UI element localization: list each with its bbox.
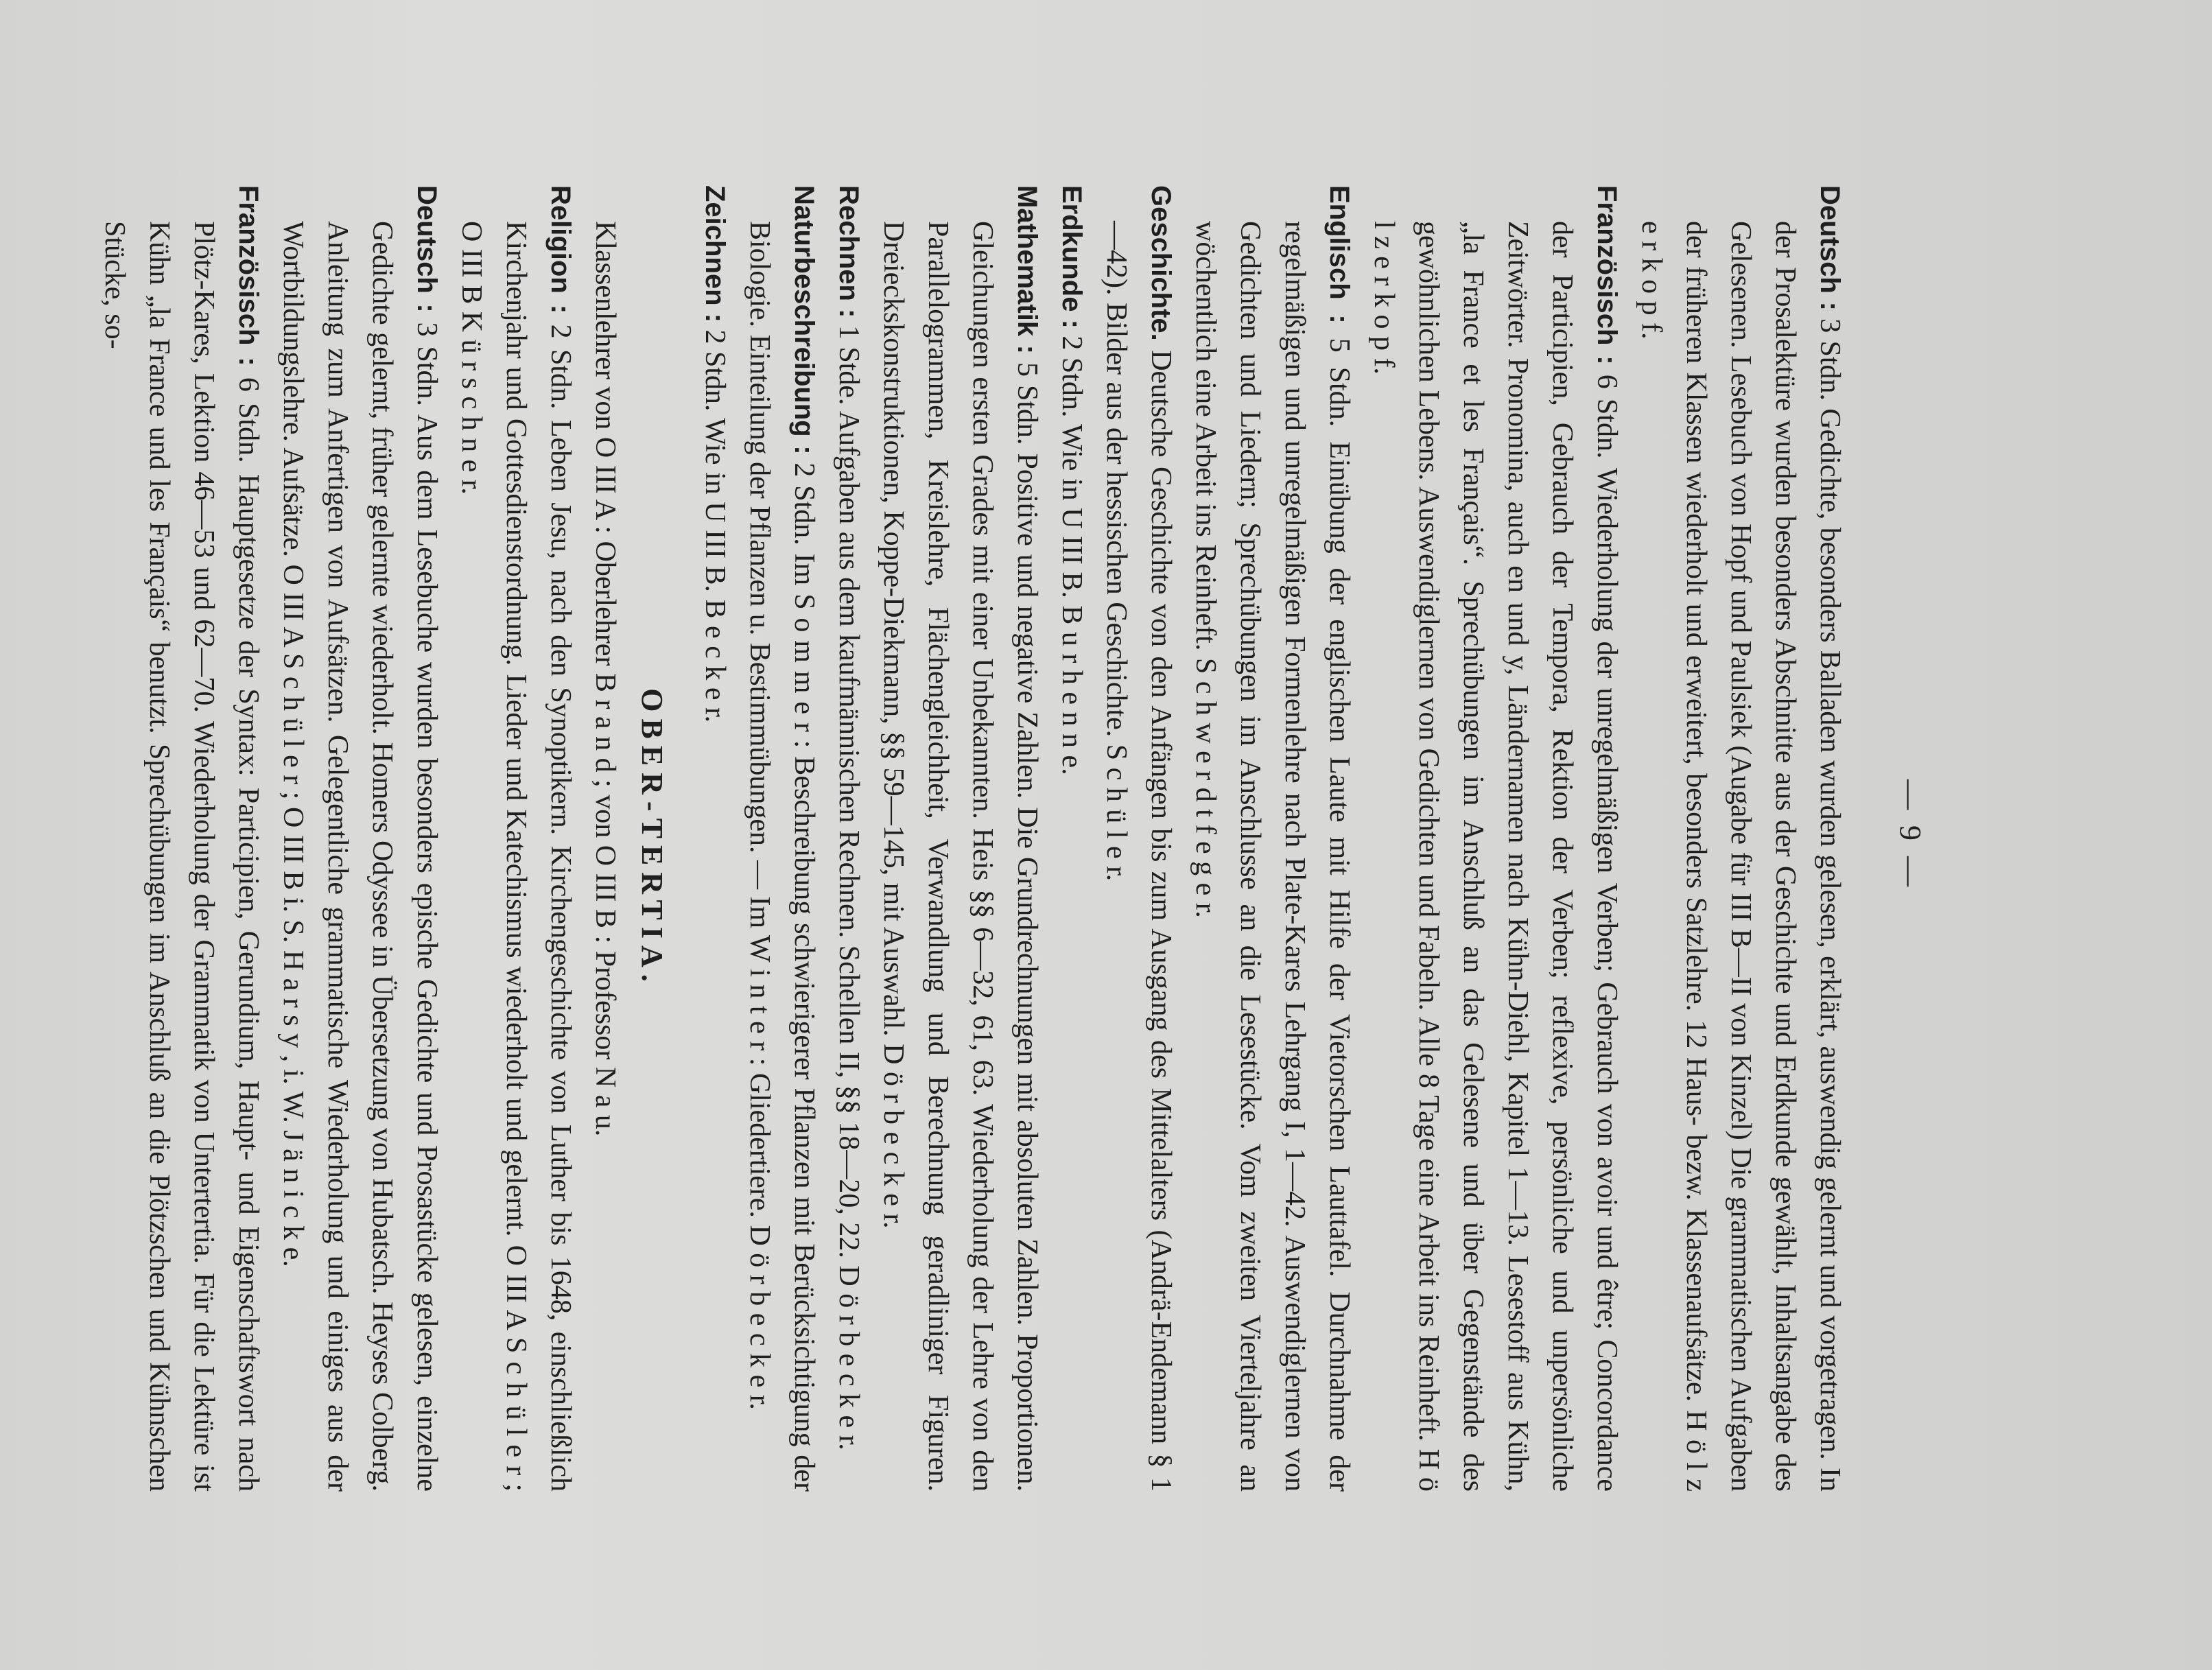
paragraph-deutsch-ot [270,185,449,1492]
paragraph-text: 6 Stdn. Wiederholung der unregelmäßigen Verben; Gebrauch von avoir und être; Concordance der Participien, Gebrauch der Tempora, Rektion der Verben; reflexive, persönliche und unpersönliche Zeitwörter. Pronomina, auch en und y, Ländernamen nach Kühn-Diehl, Kapitel 1—13. Lesestoff aus Kühn, „la France et les Français“. Sprechübungen im Anschluß an das Gelesene und über Gegenstände des gewöhnlichen Lebens. Auswendiglernen von Gedichten und Fabeln. Alle 8 Tage eine Arbeit ins Reinheft. H ö l z e r k o p f. [1368,221,1623,1492]
subject-heading: Deutsch : [412,185,442,313]
subject-heading: Mathematik : [1012,185,1042,354]
subject-heading: Rechnen : [834,185,864,318]
ober-tertia-section [92,185,674,1492]
subject-heading: Englisch : [1324,185,1354,324]
unter-tertia-section [692,185,1852,1492]
page-number: — 9 — [1894,779,1927,891]
paragraph-text: 2 Stdn. Wie in U III B. B u r h e n n e. [1056,328,1087,775]
paragraph-text: 5 Stdn. Einübung der englischen Laute mit Hilfe der Vietorschen Lauttafel. Durchnahme der regelmäßigen und unregelmäßigen Formenlehre nach Plate-Kares Lehrgang I, 1—42. Auswendiglernen von Gedichten und Liedern; Sprechübungen im Anschlusse an die Lesestücke. Vom zweiten Vierteljahre an wöchentlich eine Arbeit ins Reinheft. S c h w e r d t f e g e r. [1190,221,1355,1492]
paragraph-text: 3 Stdn. Gedichte, besonders Balladen wurden gelesen, erklärt, auswendig gelernt und vorgetragen. In der Prosalektüre wurden besonders Abschnitte aus der Geschichte und Erdkunde gewählt, Inhaltsangabe des Gelesenen. Lesebuch von Hopf und Paulsiek (Augabe für III B—II von Kinzel) Die grammatischen Aufgaben der früheren Klassen wiederholt und erweitert, besonders Satzlehre. 12 Haus- bezw. Klassenaufsätze. H ö l z e r k o p f. [1636,221,1846,1492]
paragraph-zeichnen [692,185,737,1492]
subject-heading: Naturbeschreibung : [789,185,819,455]
document-page [99,103,1953,1567]
paragraph-geschichte [1094,185,1183,1492]
paragraph-text: 2 Stdn. Wie in U III B. B e c k e r. [699,322,731,723]
paragraph-text: 6 Stdn. Hauptgesetze der Syntax: Participien, Gerundium, Haupt- und Eigenschaftswort nach Plötz-Kares, Lektion 46—53 und 62—70. Wiederholung der Grammatik von Untertertia. Für die Lektüre ist Kühn „la France und les Français“ benutzt. Sprechübungen im Anschluß an die Plötzschen und Kühnschen Stücke, so- [99,221,264,1492]
paragraph-naturbeschreibung [737,185,826,1492]
paragraph-text: 1 Stde. Aufgaben aus dem kaufmännischen Rechnen. Schellen II, §§ 18—20, 22. D ö r b e c k e r. [833,318,864,1450]
paragraph-rechnen [826,185,871,1492]
paragraph-text: Deutsche Geschichte von den Anfängen bis zum Ausgang des Mittelalters (Andrä-Endemann § 1—42). Bilder aus der hessischen Geschichte. S c h ü l e r. [1101,221,1177,1492]
subject-heading: Religion : [545,185,576,314]
subject-heading: Deutsch : [1815,185,1845,311]
paragraph-franzoesisch [1361,185,1629,1492]
class-teacher-line: Klassenlehrer von O III A : Oberlehrer B r a n d ; von O III B : Professor N a u. [589,221,621,1137]
paragraph-text: 2 Stdn. Im S o m m e r : Beschreibung schwierigerer Pflanzen mit Berücksichtigung der Biologie. Einteilung der Pflanzen u. Bestimmübungen. — Im W i n t e r : Gliedertiere. D ö r b e c k e r. [744,221,820,1492]
paragraph-erdkunde [1049,185,1094,1492]
paragraph-text: 5 Stdn. Positive und negative Zahlen. Die Grundrechnungen mit absoluten Zahlen. Proportionen. Gleichungen ersten Grades mit einer Unbekannten. Heis §§ 6—32, 61, 63. Wiederholung der Lehre von den Parallelogrammen, Kreislehre, Flächengleichheit, Verwandlung und Berechnung geradliniger Figuren. Dreieckskonstruktionen, Koppe-Diekmann, §§ 59—145, mit Auswahl. D ö r b e c k e r. [878,221,1043,1492]
paragraph-religion [449,185,583,1492]
subject-heading: Französisch : [233,185,263,366]
subject-heading: Geschichte. [1146,185,1176,341]
paragraph-mathematik [871,185,1049,1492]
section-title: OBER-TERTIA. [635,688,669,989]
paragraph-text: 3 Stdn. Aus dem Lesebuche wurden besonders epische Gedichte und Prosastücke gelesen, einzelne Gedichte gelernt, früher gelernte wiederholt. Homers Odyssee in Übersetzung von Hubatsch. Heyses Colberg. Anleitung zum Anfertigen von Aufsätzen. Gelegentliche grammatische Wiederholung und einiges aus der Wortbildungslehre. Aufsätze. O III A S c h ü l e r ; O III B i. S. H a r s y , i. W. J ä n i c k e. [277,221,443,1492]
subject-heading: Erdkunde : [1057,185,1087,329]
paragraph-englisch [1183,185,1361,1492]
subject-heading: Zeichnen : [700,185,730,323]
paragraph-text: 2 Stdn. Leben Jesu, nach den Synoptikern. Kirchengeschichte von Luther bis 1648, einschließlich Kirchenjahr und Gottesdienstordnung. Lieder und Katechismus wiederholt und gelernt. O III A S c h ü l e r ; O III B K ü r s c h n e r. [456,221,576,1492]
subject-heading: Französisch : [1592,185,1622,365]
paragraph-franzoesisch-ot [92,185,270,1492]
paragraph-deutsch [1629,185,1852,1492]
